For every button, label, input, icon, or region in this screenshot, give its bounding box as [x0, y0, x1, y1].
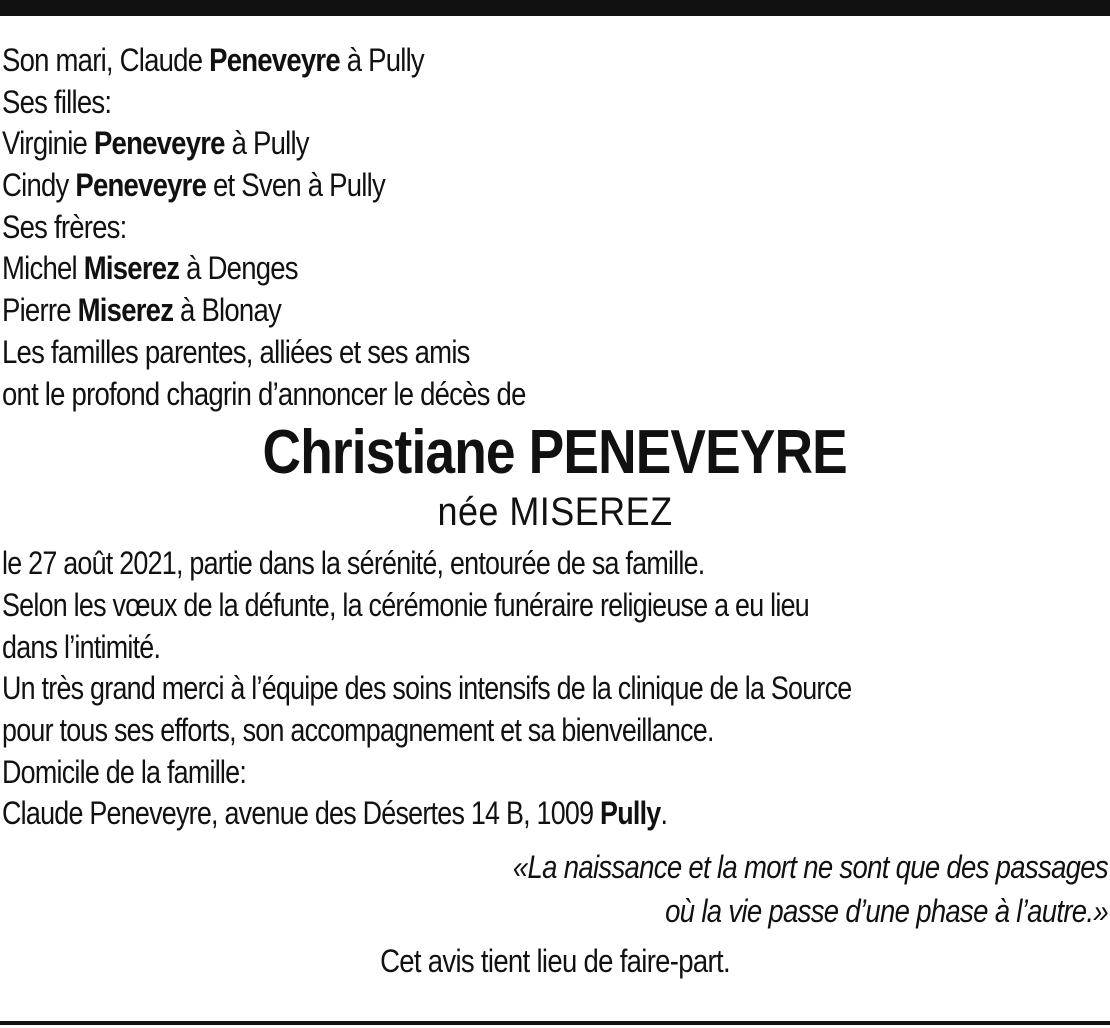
family-line: Pierre Miserez à Blonay — [2, 292, 281, 329]
family-list — [2, 40, 1108, 415]
bottom-rule — [0, 1021, 1110, 1025]
family-line: Virginie Peneveyre à Pully — [2, 125, 309, 162]
body-line: Un très grand merci à l’équipe des soins intensifs de la clinique de la Source — [2, 670, 852, 707]
family-address: Claude Peneveyre, avenue des Désertes 14 B, 1009 Pully. — [2, 795, 668, 832]
family-line: Michel Miserez à Denges — [2, 250, 298, 287]
closing-note: Cet avis tient lieu de faire-part. — [380, 943, 730, 979]
body-line: dans l’intimité. — [2, 628, 161, 665]
body-line: le 27 août 2021, partie dans la sérénité, entourée de sa famille. — [2, 545, 705, 582]
notice-body — [2, 543, 1108, 835]
quotation — [2, 845, 1108, 933]
family-line: Cindy Peneveyre et Sven à Pully — [2, 167, 385, 204]
maiden-name: née MISEREZ — [437, 490, 673, 535]
family-line: Les familles parentes, alliées et ses amis — [2, 333, 470, 370]
family-line: Son mari, Claude Peneveyre à Pully — [2, 42, 424, 78]
deceased-block — [2, 417, 1108, 535]
top-rule — [0, 0, 1110, 16]
death-notice — [2, 40, 1108, 983]
family-line: Ses filles: — [2, 83, 112, 120]
deceased-name: Christiane PENEVEYRE — [262, 418, 848, 488]
family-line: ont le profond chagrin d’annoncer le décès de — [2, 375, 526, 412]
body-line: Domicile de la famille: — [2, 753, 247, 790]
quote-line: où la vie passe d’une phase à l’autre.» — [665, 893, 1108, 929]
body-line: pour tous ses efforts, son accompagnement et sa bienveillance. — [2, 711, 714, 748]
body-line: Selon les vœux de la défunte, la cérémonie funéraire religieuse a eu lieu — [2, 586, 809, 623]
quote-line: «La naissance et la mort ne sont que des passages — [512, 849, 1108, 885]
family-line: Ses frères: — [2, 208, 127, 245]
